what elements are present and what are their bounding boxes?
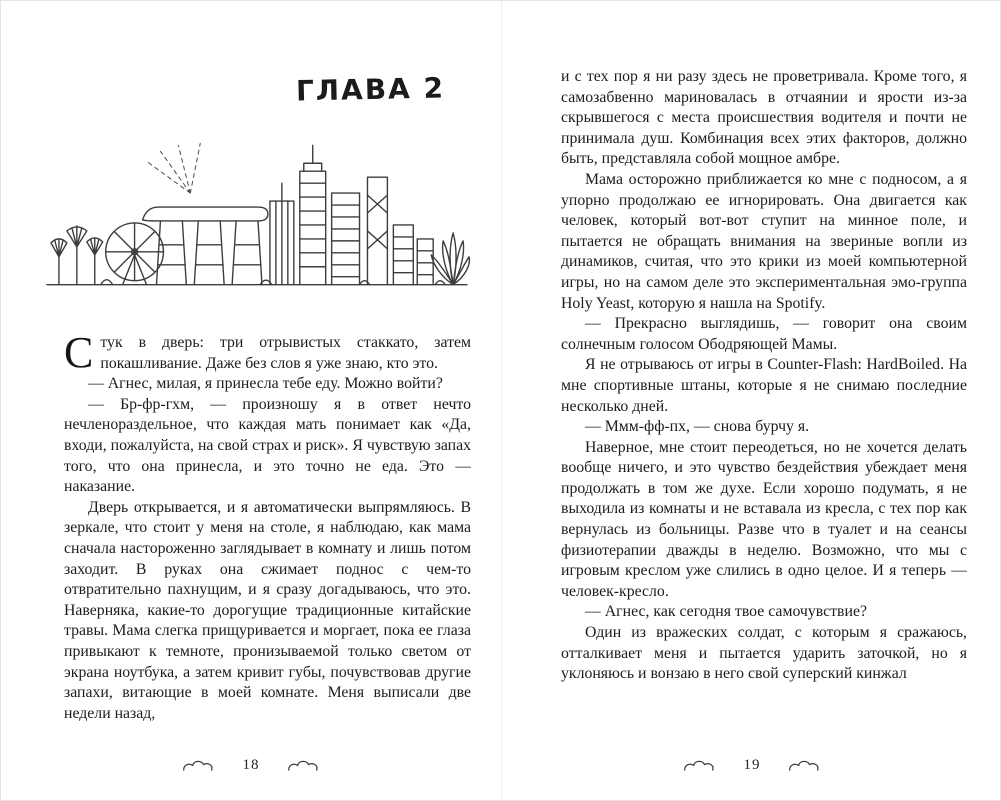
skyline-svg xyxy=(43,135,471,295)
page-number: 18 xyxy=(242,757,260,773)
paragraph: — Прекрасно выглядишь, — говорит она своим солнечным голосом Ободряющей Мамы. xyxy=(561,315,967,353)
left-page-footer xyxy=(1,757,501,774)
paragraph: — Агнес, милая, я принесла тебе еду. Можно войти? xyxy=(88,375,443,393)
paragraph: и с тех пор я ни разу здесь не проветривала. Кроме того, я самозабвенно мариновалась в отчаянии и ярости из-за скрывшегося с места происшествия водителя и почти не принимала душ. Комбинация всех этих факторов, должно быть, представляла собой мощное амбре. xyxy=(561,68,967,168)
cloud-doodle-icon xyxy=(682,758,718,773)
right-page xyxy=(502,1,1001,801)
paragraph: Наверное, мне стоит переодеться, но не хочется делать вообще ничего, и это чувство бездействия убеждает меня продолжать в том же духе. Если хорошо подумать, я не выходила из комнаты и не вставала из кресла, с тех пор как вернулась из больницы. Разве что в туалет и на сеансы физиотерапии дважды в неделю. Возможно, что мы с игровым креслом уже слились в одно целое. И я теперь — человек-кресло. xyxy=(561,438,967,600)
paragraph: Я не отрываюсь от игры в Counter-Flash: HardBoiled. На мне спортивные штаны, которые я не снимаю последние несколько дней. xyxy=(561,356,967,415)
paragraph: Один из вражеских солдат, с которым я сражаюсь, отталкивает меня и пытается ударить заточкой, но я уклоняюсь и вонзаю в него свой суперский кинжал xyxy=(561,624,967,683)
drop-cap: С xyxy=(64,333,94,377)
paragraph: Дверь открывается, и я автоматически выпрямляюсь. В зеркале, что стоит у меня на столе, я наблюдаю, как мама сначала настороженно заглядывает в комнату и лишь потом заходит. В руках она сжимает поднос с чем-то отвратительно пахнущим, и я сразу догадываюсь, что это. Наверняка, какие-то дорогущие традиционные китайские травы. Мама слегка прищуривается и моргает, пока ее глаза привыкают к темноте, пронизываемой только светом от экрана ноутбука, а затем кривит губы, почувствовав другие запахи, витающие в моей комнате. Меня выписали две недели назад, xyxy=(64,498,471,722)
paragraph: — Бр-фр-гхм, — произношу я в ответ нечто нечленораздельное, что каждая мать понимает как «Да, входи, пожалуйста, на свой страх и риск». Я чувствую запах того, что она принесла, и это точно не еда. Это — наказание. xyxy=(64,395,471,496)
chapter-title: ГЛАВА 2 xyxy=(295,71,446,108)
paragraph: — Агнес, как сегодня твое самочувствие? xyxy=(585,603,867,621)
cloud-doodle-icon xyxy=(787,758,823,773)
singapore-skyline-illustration xyxy=(43,135,471,295)
left-page-text xyxy=(64,333,471,724)
right-page-footer xyxy=(502,757,1001,774)
left-page xyxy=(1,1,501,801)
paragraph: Мама осторожно приближается ко мне с подносом, а я упорно продолжаю ее игнорировать. Она двигается как человек, который вот-вот ступит на минное поле, и пытается не обращать внимания на звериные вопли из динамиков, считая, что это крики из моей компьютерной игры, но на самом деле это экспериментальная эмо-группа Holy Yeast, которую я нашла на Spotify. xyxy=(561,170,967,312)
right-page-text xyxy=(561,67,967,685)
page-number: 19 xyxy=(743,757,761,773)
paragraph: — Ммм-фф-пх, — снова бурчу я. xyxy=(585,418,810,436)
cloud-doodle-icon xyxy=(181,758,217,773)
paragraph: Стук в дверь: три отрывистых стаккато, затем покашливание. Даже без слов я уже знаю, кто это. xyxy=(64,333,471,377)
cloud-doodle-icon xyxy=(286,758,322,773)
